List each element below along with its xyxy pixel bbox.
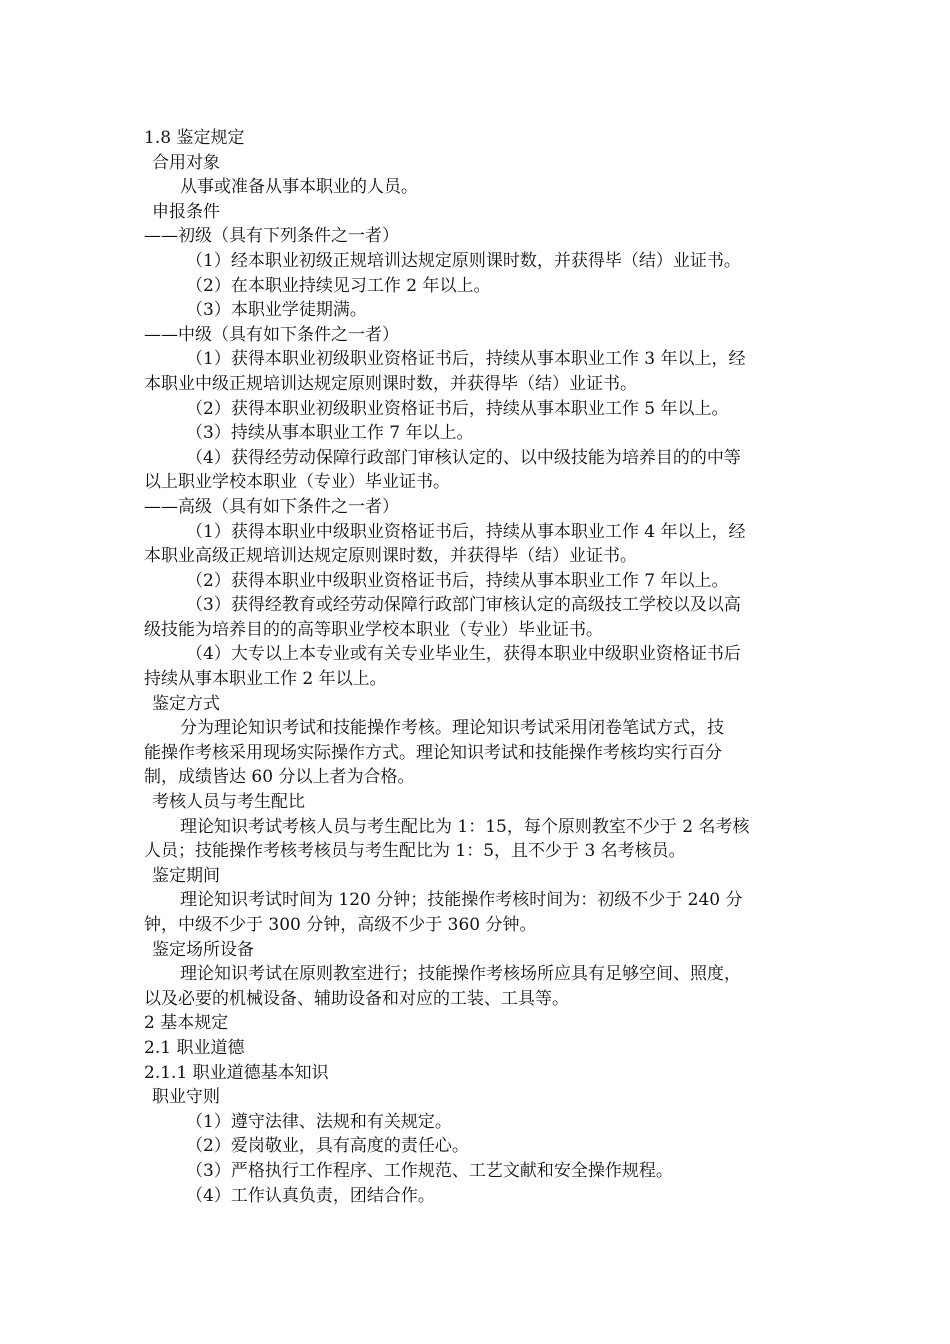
text-line: 考核人员与考生配比 bbox=[152, 792, 305, 813]
text-line: （4）工作认真负责，团结合作。 bbox=[186, 1185, 435, 1206]
text-line: 持续从事本职业工作 2 年以上。 bbox=[144, 669, 387, 690]
text-line: （2）在本职业持续见习工作 2 年以上。 bbox=[186, 275, 491, 296]
text-line: ——中级（具有如下条件之一者） bbox=[144, 324, 399, 345]
text-line: 合用对象 bbox=[152, 152, 220, 173]
text-line: 2.1 职业道德 bbox=[144, 1037, 245, 1058]
text-line: （1）获得本职业初级职业资格证书后，持续从事本职业工作 3 年以上，经 bbox=[186, 349, 746, 370]
text-line: 鉴定方式 bbox=[152, 693, 220, 714]
text-line: ——初级（具有下列条件之一者） bbox=[144, 226, 399, 247]
text-line: 申报条件 bbox=[152, 201, 220, 222]
text-line: （4）大专以上本专业或有关专业毕业生，获得本职业中级职业资格证书后 bbox=[186, 644, 741, 665]
text-line: 制，成绩皆达 60 分以上者为合格。 bbox=[144, 767, 415, 788]
text-line: 本职业高级正规培训达规定原则课时数，并获得毕（结）业证书。 bbox=[144, 546, 637, 567]
text-line: （1）遵守法律、法规和有关规定。 bbox=[186, 1111, 452, 1132]
text-line: 理论知识考试时间为 120 分钟；技能操作考核时间为：初级不少于 240 分 bbox=[180, 890, 743, 911]
text-line: 以上职业学校本职业（专业）毕业证书。 bbox=[144, 472, 450, 493]
text-line: （4）获得经劳动保障行政部门审核认定的、以中级技能为培养目的的中等 bbox=[186, 447, 741, 468]
text-line: 能操作考核采用现场实际操作方式。理论知识考试和技能操作考核均实行百分 bbox=[144, 742, 722, 763]
text-line: 以及必要的机械设备、辅助设备和对应的工装、工具等。 bbox=[144, 988, 569, 1009]
document-body bbox=[144, 126, 834, 1208]
text-line: 鉴定期间 bbox=[152, 865, 220, 886]
text-line: 职业守则 bbox=[152, 1087, 220, 1108]
text-line: 2.1.1 职业道德基本知识 bbox=[144, 1062, 329, 1083]
text-line: 级技能为培养目的的高等职业学校本职业（专业）毕业证书。 bbox=[144, 619, 603, 640]
text-line: 从事或准备从事本职业的人员。 bbox=[180, 177, 418, 198]
text-line: （1）经本职业初级正规培训达规定原则课时数，并获得毕（结）业证书。 bbox=[186, 250, 741, 271]
text-line: 本职业中级正规培训达规定原则课时数，并获得毕（结）业证书。 bbox=[144, 373, 637, 394]
text-line: （3）获得经教育或经劳动保障行政部门审核认定的高级技工学校以及以高 bbox=[186, 595, 741, 616]
text-line: （3）本职业学徒期满。 bbox=[186, 300, 367, 321]
text-line: 理论知识考试在原则教室进行；技能操作考核场所应具有足够空间、照度， bbox=[180, 964, 741, 985]
text-line: （2）爱岗敬业，具有高度的责任心。 bbox=[186, 1136, 469, 1157]
text-line: 2 基本规定 bbox=[144, 1013, 229, 1034]
text-line: （2）获得本职业中级职业资格证书后，持续从事本职业工作 7 年以上。 bbox=[186, 570, 729, 591]
text-line: 人员；技能操作考核考核员与考生配比为 1：5，且不少于 3 名考核员。 bbox=[144, 841, 686, 862]
text-line: （2）获得本职业初级职业资格证书后，持续从事本职业工作 5 年以上。 bbox=[186, 398, 729, 419]
text-line: ——高级（具有如下条件之一者） bbox=[144, 496, 399, 517]
text-line: 分为理论知识考试和技能操作考核。理论知识考试采用闭卷笔试方式，技 bbox=[180, 718, 724, 739]
text-line: （1）获得本职业中级职业资格证书后，持续从事本职业工作 4 年以上，经 bbox=[186, 521, 746, 542]
text-line: 鉴定场所设备 bbox=[152, 939, 254, 960]
text-line: 理论知识考试考核人员与考生配比为 1：15，每个原则教室不少于 2 名考核 bbox=[180, 816, 750, 837]
text-line: （3）严格执行工作程序、工作规范、工艺文献和安全操作规程。 bbox=[186, 1160, 673, 1181]
text-line: 1.8 鉴定规定 bbox=[144, 128, 245, 148]
text-line: 钟，中级不少于 300 分钟，高级不少于 360 分钟。 bbox=[144, 915, 537, 935]
text-line: （3）持续从事本职业工作 7 年以上。 bbox=[186, 423, 474, 444]
